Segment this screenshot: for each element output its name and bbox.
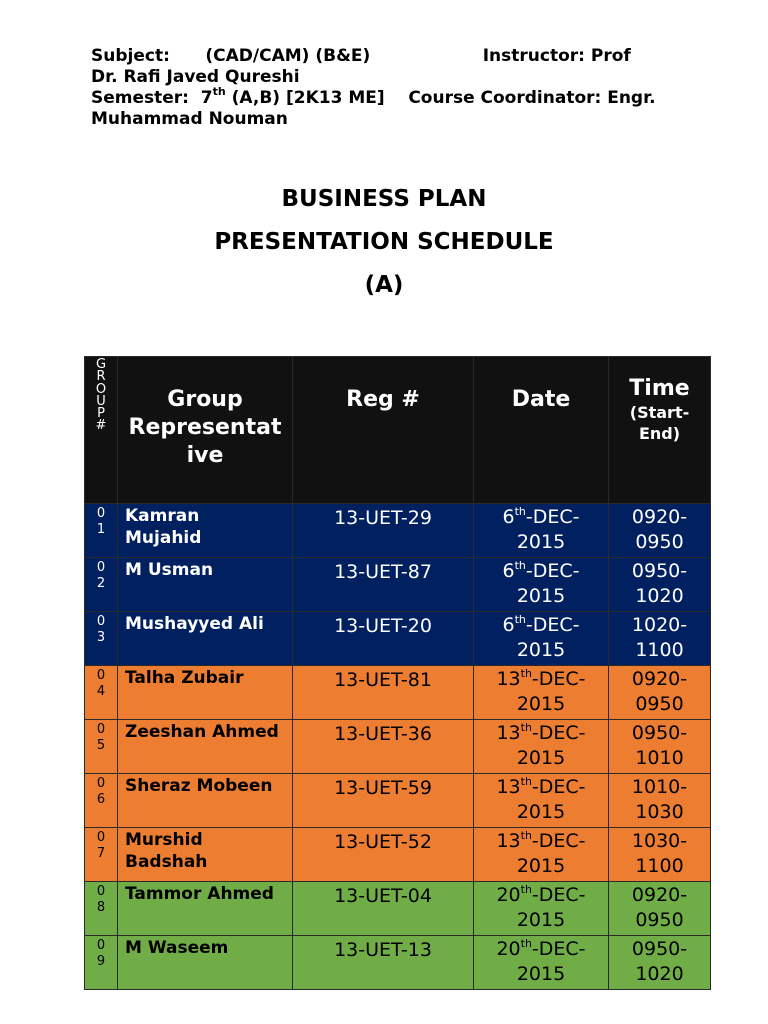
group-number-cell: 0 2 bbox=[85, 558, 118, 612]
semester-suffix: th bbox=[212, 85, 226, 99]
header-group-representative: Group Representat ive bbox=[118, 357, 293, 504]
header-letter: # bbox=[95, 418, 107, 434]
representative-name-line: Badshah bbox=[125, 852, 208, 872]
reg-number-cell: 13-UET-20 bbox=[293, 612, 474, 666]
group-number-cell: 0 3 bbox=[85, 612, 118, 666]
table-row bbox=[85, 666, 711, 720]
date-cell: 13th-DEC- 2015 bbox=[474, 774, 609, 828]
date-cell: 6th-DEC- 2015 bbox=[474, 558, 609, 612]
representative-name-line: Murshid bbox=[125, 830, 203, 850]
time-cell: 1030- 1100 bbox=[609, 828, 711, 882]
representative-name-line: M Waseem bbox=[125, 938, 229, 958]
time-cell: 0920- 0950 bbox=[609, 882, 711, 936]
reg-number-cell: 13-UET-04 bbox=[293, 882, 474, 936]
date-cell: 13th-DEC- 2015 bbox=[474, 828, 609, 882]
group-number-cell: 0 7 bbox=[85, 828, 118, 882]
semester-label: Semester: 7 bbox=[91, 88, 213, 108]
header-group-number bbox=[85, 357, 118, 504]
representative-name-line: Sheraz Mobeen bbox=[125, 776, 273, 796]
date-cell: 13th-DEC- 2015 bbox=[474, 720, 609, 774]
header-instructor-name: Dr. Rafi Javed Qureshi bbox=[91, 67, 300, 87]
table-row bbox=[85, 936, 711, 990]
reg-number-cell: 13-UET-29 bbox=[293, 504, 474, 558]
reg-number-cell: 13-UET-81 bbox=[293, 666, 474, 720]
representative-cell bbox=[118, 720, 293, 774]
representative-name-line: M Usman bbox=[125, 560, 214, 580]
table-row bbox=[85, 720, 711, 774]
table-row bbox=[85, 882, 711, 936]
date-cell: 20th-DEC- 2015 bbox=[474, 936, 609, 990]
representative-cell bbox=[118, 666, 293, 720]
document-header bbox=[91, 46, 691, 130]
title-business-plan: BUSINESS PLAN bbox=[281, 186, 487, 212]
representative-cell bbox=[118, 774, 293, 828]
date-cell: 13th-DEC- 2015 bbox=[474, 666, 609, 720]
representative-name-line: Mushayyed Ali bbox=[125, 614, 264, 634]
header-letter: O bbox=[95, 381, 107, 397]
representative-name-line: Talha Zubair bbox=[125, 668, 244, 688]
reg-number-cell: 13-UET-52 bbox=[293, 828, 474, 882]
table-row bbox=[85, 774, 711, 828]
table-row bbox=[85, 612, 711, 666]
group-number-cell: 0 9 bbox=[85, 936, 118, 990]
reg-number-cell: 13-UET-59 bbox=[293, 774, 474, 828]
reg-number-cell: 13-UET-87 bbox=[293, 558, 474, 612]
header-letter: P bbox=[97, 406, 105, 422]
semester-detail: (A,B) [2K13 ME] Course Coordinator: Engr. bbox=[225, 88, 656, 108]
schedule-table bbox=[84, 356, 711, 990]
date-cell: 6th-DEC- 2015 bbox=[474, 612, 609, 666]
header-time: Time (Start- End) bbox=[609, 357, 711, 504]
time-cell: 0950- 1020 bbox=[609, 558, 711, 612]
group-number-cell: 0 6 bbox=[85, 774, 118, 828]
date-cell: 20th-DEC- 2015 bbox=[474, 882, 609, 936]
time-cell: 1020- 1100 bbox=[609, 612, 711, 666]
reg-number-cell: 13-UET-13 bbox=[293, 936, 474, 990]
representative-cell bbox=[118, 828, 293, 882]
table-row bbox=[85, 828, 711, 882]
representative-name-line: Mujahid bbox=[125, 528, 202, 548]
representative-name-line: Tammor Ahmed bbox=[125, 884, 274, 904]
header-letter: G bbox=[95, 357, 107, 372]
representative-cell bbox=[118, 612, 293, 666]
header-subject-line: Subject: (CAD/CAM) (B&E) Instructor: Prof bbox=[91, 46, 631, 66]
time-cell: 0920- 0950 bbox=[609, 504, 711, 558]
title-section: (A) bbox=[364, 272, 404, 298]
representative-cell bbox=[118, 936, 293, 990]
header-reg-number: Reg # bbox=[293, 357, 474, 504]
group-number-cell: 0 4 bbox=[85, 666, 118, 720]
table-header-row bbox=[85, 357, 711, 504]
header-date: Date bbox=[474, 357, 609, 504]
time-cell: 1010- 1030 bbox=[609, 774, 711, 828]
representative-name-line: Kamran bbox=[125, 506, 200, 526]
representative-cell bbox=[118, 882, 293, 936]
title-presentation-schedule: PRESENTATION SCHEDULE bbox=[214, 229, 554, 255]
header-semester-line bbox=[91, 85, 691, 109]
header-letter: U bbox=[96, 393, 106, 409]
header-coordinator-name: Muhammad Nouman bbox=[91, 109, 288, 129]
time-cell: 0950- 1020 bbox=[609, 936, 711, 990]
representative-cell bbox=[118, 504, 293, 558]
time-cell: 0920- 0950 bbox=[609, 666, 711, 720]
time-cell: 0950- 1010 bbox=[609, 720, 711, 774]
group-number-cell: 0 1 bbox=[85, 504, 118, 558]
table-row bbox=[85, 558, 711, 612]
group-number-cell: 0 5 bbox=[85, 720, 118, 774]
representative-name-line: Zeeshan Ahmed bbox=[125, 722, 279, 742]
header-letter: R bbox=[96, 369, 106, 385]
representative-cell bbox=[118, 558, 293, 612]
date-cell: 6th-DEC- 2015 bbox=[474, 504, 609, 558]
group-number-cell: 0 8 bbox=[85, 882, 118, 936]
table-row bbox=[85, 504, 711, 558]
reg-number-cell: 13-UET-36 bbox=[293, 720, 474, 774]
